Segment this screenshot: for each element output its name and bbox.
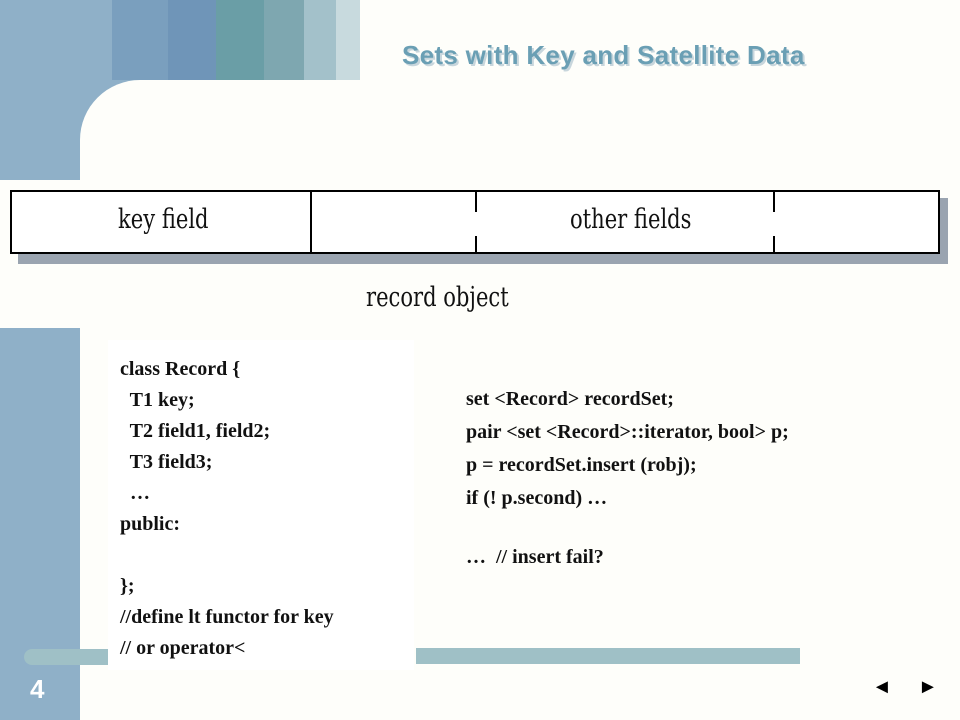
key-field-label: key field — [118, 204, 209, 235]
decor-pill — [24, 649, 108, 665]
code-line: T3 field3; — [120, 451, 213, 473]
code-line: pair <set <Record>::iterator, bool> p; — [466, 421, 789, 443]
code-line: p = recordSet.insert (robj); — [466, 454, 697, 476]
class-code-panel — [108, 340, 414, 670]
prev-slide-button[interactable]: ◄ — [872, 676, 892, 698]
code-line: class Record { — [120, 358, 241, 380]
left-rail — [0, 0, 80, 720]
page-number: 4 — [30, 674, 45, 704]
code-line: //define lt functor for key — [120, 606, 334, 628]
code-line: … // insert fail? — [466, 546, 604, 568]
code-line: if (! p.second) … — [466, 487, 608, 509]
theme-stripe — [336, 0, 360, 80]
theme-stripe — [264, 0, 304, 80]
theme-stripe — [168, 0, 216, 80]
divider-right — [773, 236, 775, 252]
theme-stripe — [304, 0, 336, 80]
code-line: // or operator< — [120, 637, 246, 659]
record-diagram — [10, 190, 940, 254]
slide-title: Sets with Key and Satellite Data — [402, 40, 805, 70]
code-line: set <Record> recordSet; — [466, 388, 674, 410]
code-line: T2 field1, field2; — [120, 420, 271, 442]
divider-key — [310, 192, 312, 252]
record-object-caption: record object — [366, 282, 509, 313]
code-line: T1 key; — [120, 389, 195, 411]
divider-mid — [475, 192, 477, 212]
decor-bar — [416, 648, 800, 664]
divider-mid — [475, 236, 477, 252]
theme-stripe — [216, 0, 264, 80]
code-line: public: — [120, 513, 181, 535]
divider-right — [773, 192, 775, 212]
code-line: … — [120, 482, 150, 504]
other-fields-label: other fields — [570, 204, 692, 235]
next-slide-button[interactable]: ► — [918, 676, 938, 698]
theme-stripe — [112, 0, 168, 80]
code-line: }; — [120, 575, 135, 597]
